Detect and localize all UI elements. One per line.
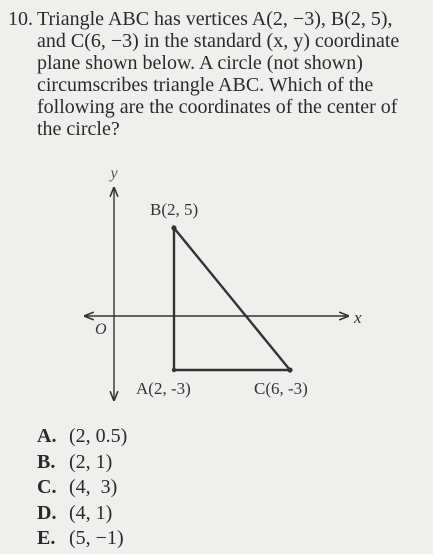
question-number: 10. — [8, 8, 33, 30]
answer-choices — [37, 424, 127, 552]
question-stem — [37, 8, 427, 140]
stem-line: circumscribes triangle ABC. Which of the — [37, 74, 374, 96]
vertex-b-label: B(2, 5) — [150, 200, 199, 219]
vertex-a-label: A(2, -3) — [136, 379, 191, 398]
stem-line: Triangle ABC has vertices A(2, −3), B(2, 5), — [37, 8, 393, 30]
choice-d[interactable] — [37, 501, 127, 527]
stem-line: following are the coordinates of the center of — [37, 96, 398, 118]
vertex-c — [287, 367, 292, 372]
choice-c[interactable] — [37, 475, 127, 501]
choice-b[interactable] — [37, 450, 127, 476]
vertex-a — [172, 368, 176, 372]
choice-a[interactable] — [37, 424, 127, 450]
vertex-c-label: C(6, -3) — [254, 379, 308, 398]
stem-line: and C(6, −3) in the standard (x, y) coordinate — [37, 30, 400, 52]
choice-letter: D. — [37, 501, 57, 524]
coordinate-plane — [70, 162, 370, 417]
choice-text: (5, −1) — [69, 527, 124, 549]
y-axis-label: y — [110, 165, 118, 182]
stem-line: plane shown below. A circle (not shown) — [37, 52, 363, 74]
choice-letter: E. — [37, 527, 56, 549]
origin-label: O — [95, 321, 107, 338]
choice-letter: C. — [37, 476, 57, 498]
x-axis-label: x — [354, 308, 362, 327]
stem-line: the circle? — [37, 118, 120, 140]
choice-letter: A. — [37, 425, 57, 447]
choice-text: (2, 0.5) — [69, 425, 128, 447]
choice-e[interactable] — [37, 526, 127, 552]
choice-text: (4, 3) — [69, 476, 118, 498]
triangle-abc — [174, 228, 290, 370]
choice-text: (2, 1) — [69, 450, 113, 473]
choice-letter: B. — [37, 450, 56, 473]
choice-text: (4, 1) — [69, 501, 113, 524]
vertex-b — [171, 225, 176, 230]
